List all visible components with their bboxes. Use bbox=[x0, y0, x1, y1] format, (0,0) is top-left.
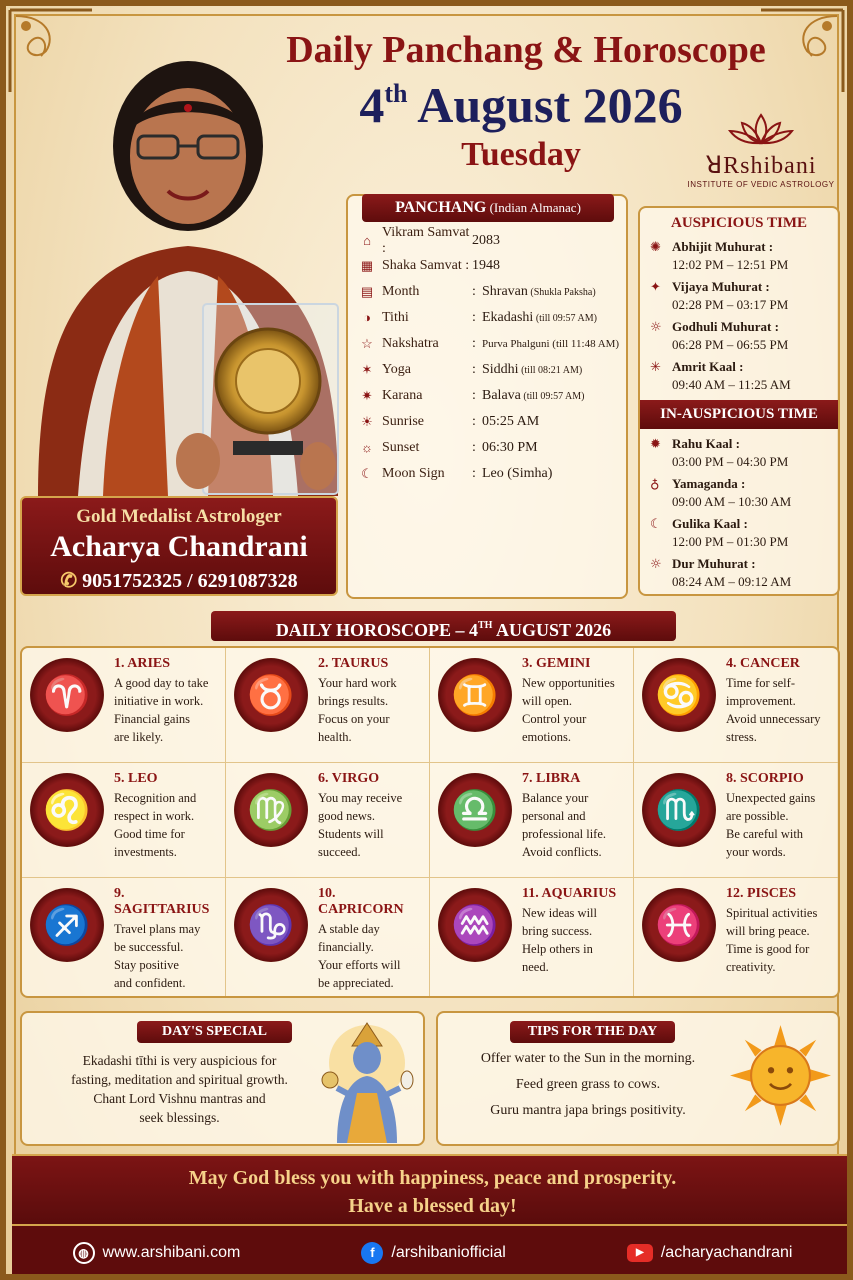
inauspicious-heading: IN-AUSPICIOUS TIME bbox=[640, 400, 838, 429]
prediction-line: New ideas will bbox=[522, 906, 597, 920]
panchang-row bbox=[358, 358, 626, 382]
globe-icon: ◍ bbox=[73, 1242, 95, 1264]
zodiac-prediction bbox=[522, 674, 615, 746]
zodiac-prediction bbox=[318, 920, 423, 992]
zodiac-text bbox=[726, 771, 815, 873]
panchang-value-note: (till 09:57 AM) bbox=[533, 313, 597, 324]
panchang-row bbox=[358, 225, 626, 256]
muhurat-name: Yamaganda : bbox=[672, 476, 746, 491]
youtube-icon: ▶ bbox=[627, 1244, 653, 1262]
zodiac-name: 9. SAGITTARIUS bbox=[114, 886, 210, 917]
prediction-line: Balance your bbox=[522, 791, 589, 805]
calendar-icon: ▤ bbox=[360, 284, 374, 299]
muhurat-time: 06:28 PM – 06:55 PM bbox=[672, 337, 789, 352]
panchang-label: Moon Sign bbox=[382, 466, 445, 481]
auspicious-item bbox=[640, 356, 838, 396]
zodiac-prediction bbox=[522, 904, 616, 976]
prediction-line: Financial gains bbox=[114, 712, 191, 726]
website-link[interactable] bbox=[73, 1242, 241, 1264]
prediction-line: Good time for bbox=[114, 827, 185, 841]
zodiac-card-gemini bbox=[430, 648, 634, 763]
panchang-row bbox=[358, 254, 626, 278]
tip-line: Offer water to the Sun in the morning. bbox=[480, 1051, 696, 1066]
blessing-line: Have a blessed day! bbox=[348, 1195, 517, 1217]
moon-icon: ☾ bbox=[361, 466, 373, 481]
special-line: Ekadashi tīthi is very auspicious for bbox=[82, 1053, 277, 1068]
auspicious-heading: AUSPICIOUS TIME bbox=[670, 215, 807, 231]
zodiac-name: 4. CANCER bbox=[726, 656, 800, 671]
muhurat-name: Dur Muhurat : bbox=[672, 556, 756, 571]
panchang-value-note: (till 11:48 AM) bbox=[549, 338, 620, 350]
sunrise-icon: ☀ bbox=[361, 414, 373, 429]
sagittarius-icon: ♐ bbox=[30, 888, 104, 962]
zodiac-card-virgo bbox=[226, 763, 430, 878]
zodiac-name: 1. ARIES bbox=[114, 656, 171, 671]
blessing-line: May God bless you with happiness, peace and prosperity. bbox=[188, 1167, 677, 1189]
panchang-value: 1948 bbox=[472, 258, 500, 273]
auspicious-item-text bbox=[672, 238, 788, 274]
zodiac-text bbox=[318, 656, 397, 758]
prediction-line: Recognition and bbox=[114, 791, 197, 805]
panchang-value bbox=[482, 388, 626, 404]
prediction-line: financially. bbox=[318, 940, 374, 954]
zodiac-name: 11. AQUARIUS bbox=[522, 886, 617, 901]
prediction-line: Avoid conflicts. bbox=[522, 845, 602, 859]
date-suffix: th bbox=[384, 79, 408, 108]
panchang-row bbox=[358, 332, 626, 356]
zodiac-card-leo bbox=[22, 763, 226, 878]
zodiac-prediction bbox=[114, 674, 208, 746]
star-icon: ✦ bbox=[650, 280, 661, 295]
panchang-label: Karana bbox=[382, 388, 423, 403]
zodiac-text bbox=[522, 656, 615, 758]
zodiac-text bbox=[318, 771, 402, 873]
colon: : bbox=[472, 466, 476, 481]
auspicious-item bbox=[640, 236, 838, 276]
horoscope-grid bbox=[20, 646, 840, 998]
moon-icon: ☾ bbox=[650, 517, 662, 532]
logo-subtitle: INSTITUTE OF VEDIC ASTROLOGY bbox=[687, 180, 835, 189]
panchang-value-note: (till 09:57 AM) bbox=[520, 391, 585, 402]
calendar-icon: ▦ bbox=[360, 258, 374, 273]
zodiac-prediction bbox=[726, 904, 817, 976]
colon: : bbox=[472, 336, 476, 351]
panchang-row bbox=[358, 462, 626, 486]
auspicious-item-text bbox=[672, 358, 791, 394]
zodiac-text bbox=[114, 886, 219, 992]
prediction-line: A good day to take bbox=[114, 676, 209, 690]
zodiac-card-aquarius bbox=[430, 878, 634, 996]
zodiac-name: 5. LEO bbox=[114, 771, 158, 786]
zodiac-card-scorpio bbox=[634, 763, 838, 878]
muhurat-name: Gulika Kaal : bbox=[672, 516, 748, 531]
virgo-icon: ♍ bbox=[234, 773, 308, 847]
prediction-line: Be careful with bbox=[726, 827, 804, 841]
prediction-line: initiative in work. bbox=[114, 694, 204, 708]
panchang-value-main: Siddhi bbox=[482, 362, 519, 377]
facebook-text: /arshibaniofficial bbox=[391, 1244, 506, 1261]
lotus-logo-icon bbox=[726, 111, 796, 147]
sunset-icon: ☼ bbox=[361, 440, 373, 455]
astrologer-portrait bbox=[18, 36, 348, 496]
prediction-line: emotions. bbox=[522, 730, 571, 744]
panchang-row bbox=[358, 280, 626, 304]
horoscope-heading bbox=[211, 611, 676, 641]
prediction-line: Travel plans may bbox=[114, 922, 201, 936]
special-line: Chant Lord Vishnu mantras and bbox=[93, 1091, 266, 1106]
zodiac-card-cancer bbox=[634, 648, 838, 763]
muhurat-name: Amrit Kaal : bbox=[672, 359, 744, 374]
auspicious-item bbox=[640, 316, 838, 356]
zodiac-text bbox=[318, 886, 423, 992]
star-icon: ☆ bbox=[361, 336, 373, 351]
panchang-value: Leo (Simha) bbox=[482, 466, 553, 481]
prediction-line: Help others in bbox=[522, 942, 593, 956]
panchang-label: Month bbox=[382, 284, 420, 299]
libra-icon: ♎ bbox=[438, 773, 512, 847]
panchang-value bbox=[482, 284, 626, 300]
zodiac-name: 3. GEMINI bbox=[522, 656, 591, 671]
zodiac-prediction bbox=[726, 789, 815, 861]
weekday: Tuesday bbox=[461, 136, 581, 173]
prediction-line: need. bbox=[522, 960, 549, 974]
muhurat-time: 03:00 PM – 04:30 PM bbox=[672, 454, 789, 469]
gemini-icon: ♊ bbox=[438, 658, 512, 732]
vishnu-illustration bbox=[312, 1018, 422, 1143]
prediction-line: be successful. bbox=[114, 940, 184, 954]
days-special-box bbox=[20, 1011, 425, 1146]
panchang-label: Tithi bbox=[382, 310, 409, 325]
inauspicious-item-text bbox=[672, 475, 791, 511]
prediction-line: Time for self- bbox=[726, 676, 795, 690]
inauspicious-item-text bbox=[672, 435, 788, 471]
panchang-row bbox=[358, 410, 626, 434]
horoscope-heading-pre: DAILY HOROSCOPE – 4 bbox=[275, 620, 479, 640]
tip-line: Feed green grass to cows. bbox=[515, 1077, 661, 1092]
panchang-value: 05:25 AM bbox=[482, 414, 540, 429]
phone-numbers: 9051752325 / 6291087328 bbox=[82, 570, 298, 592]
panchang-value bbox=[482, 338, 626, 350]
zodiac-name: 2. TAURUS bbox=[318, 656, 389, 671]
zodiac-card-pisces bbox=[634, 878, 838, 996]
yoga-icon: ✶ bbox=[361, 362, 373, 377]
prediction-line: Unexpected gains bbox=[726, 791, 816, 805]
cancer-icon: ♋ bbox=[642, 658, 716, 732]
prediction-line: Your hard work bbox=[318, 676, 397, 690]
tips-box bbox=[436, 1011, 840, 1146]
prediction-line: be appreciated. bbox=[318, 976, 394, 990]
prediction-line: New opportunities bbox=[522, 676, 615, 690]
prediction-line: will bring peace. bbox=[726, 924, 810, 938]
astrologer-phone[interactable] bbox=[22, 568, 336, 593]
panchang-value-main: Ekadashi bbox=[482, 310, 534, 325]
muhurat-time: 02:28 PM – 03:17 PM bbox=[672, 297, 789, 312]
page-title: Daily Panchang & Horoscope bbox=[286, 29, 766, 71]
muhurat-time: 09:00 AM – 10:30 AM bbox=[672, 494, 792, 509]
leo-icon: ♌ bbox=[30, 773, 104, 847]
prediction-line: your words. bbox=[726, 845, 786, 859]
auspicious-item-text bbox=[672, 318, 788, 354]
special-line: seek blessings. bbox=[139, 1110, 220, 1125]
footer bbox=[12, 1226, 853, 1280]
moon-phase-icon: ◑ bbox=[363, 310, 371, 325]
star-icon: ✳ bbox=[650, 360, 661, 375]
prediction-line: investments. bbox=[114, 845, 177, 859]
panchang-label: Nakshatra bbox=[382, 336, 439, 351]
horoscope-heading-sup: TH bbox=[478, 620, 493, 631]
inauspicious-item bbox=[640, 433, 838, 473]
prediction-line: respect in work. bbox=[114, 809, 195, 823]
zodiac-text bbox=[726, 656, 821, 758]
youtube-link[interactable] bbox=[627, 1244, 793, 1262]
colon: : bbox=[472, 310, 476, 325]
facebook-icon: f bbox=[361, 1242, 383, 1264]
zodiac-name: 12. PISCES bbox=[726, 886, 797, 901]
zodiac-card-libra bbox=[430, 763, 634, 878]
muhurat-time: 09:40 AM – 11:25 AM bbox=[672, 377, 791, 392]
tips-heading: TIPS FOR THE DAY bbox=[510, 1021, 675, 1043]
zodiac-prediction bbox=[726, 674, 821, 746]
panchang-value-note: (till 08:21 AM) bbox=[518, 365, 583, 376]
inauspicious-item bbox=[640, 553, 838, 593]
capricorn-icon: ♑ bbox=[234, 888, 308, 962]
panchang-heading-main: PANCHANG bbox=[395, 199, 487, 216]
zodiac-prediction bbox=[522, 789, 606, 861]
prediction-line: stress. bbox=[726, 730, 757, 744]
prediction-line: Avoid unnecessary bbox=[726, 712, 821, 726]
colon: : bbox=[472, 284, 476, 299]
zodiac-text bbox=[114, 656, 208, 758]
sun-icon: ✺ bbox=[650, 240, 661, 255]
muhurat-time: 12:00 PM – 01:30 PM bbox=[672, 534, 789, 549]
muhurat-name: Vijaya Muhurat : bbox=[672, 279, 770, 294]
date-month-year: August 2026 bbox=[407, 77, 683, 133]
auspicious-item-text bbox=[672, 278, 788, 314]
prediction-line: bring success. bbox=[522, 924, 593, 938]
date-day: 4 bbox=[359, 77, 385, 133]
zodiac-card-sagittarius bbox=[22, 878, 226, 996]
aries-icon: ♈ bbox=[30, 658, 104, 732]
horoscope-heading-post: AUGUST 2026 bbox=[492, 620, 612, 640]
prediction-line: Stay positive bbox=[114, 958, 179, 972]
days-special-text bbox=[42, 1051, 317, 1127]
prediction-line: health. bbox=[318, 730, 352, 744]
zodiac-prediction bbox=[114, 789, 196, 861]
astrologer-name: Acharya Chandrani bbox=[50, 530, 308, 563]
astrologer-title: Gold Medalist Astrologer bbox=[76, 506, 282, 527]
panchang-panel bbox=[346, 194, 628, 599]
panchang-row bbox=[358, 306, 626, 330]
panchang-value: 2083 bbox=[472, 233, 500, 248]
colon: : bbox=[472, 362, 476, 377]
pisces-icon: ♓ bbox=[642, 888, 716, 962]
prediction-line: professional life. bbox=[522, 827, 607, 841]
blessing-banner bbox=[12, 1154, 853, 1226]
prediction-line: are likely. bbox=[114, 730, 164, 744]
panchang-row bbox=[358, 436, 626, 460]
panchang-label: Vikram Samvat : bbox=[382, 225, 470, 256]
logo bbox=[686, 111, 836, 189]
zodiac-name: 8. SCORPIO bbox=[726, 771, 804, 786]
panchang-value bbox=[482, 310, 626, 326]
muhurat-panel bbox=[638, 206, 840, 596]
special-line: fasting, meditation and spiritual growth. bbox=[71, 1072, 288, 1087]
zodiac-prediction bbox=[318, 674, 397, 746]
prediction-line: Students will bbox=[318, 827, 384, 841]
zodiac-name: 6. VIRGO bbox=[318, 771, 380, 786]
days-special-heading: DAY'S SPECIAL bbox=[137, 1021, 292, 1043]
sun-icon: ☼ bbox=[650, 320, 662, 335]
sun-icon: ☼ bbox=[650, 557, 662, 572]
prediction-line: personal and bbox=[522, 809, 586, 823]
date-heading bbox=[306, 76, 736, 134]
temple-icon: ⌂ bbox=[363, 233, 371, 248]
prediction-line: Control your bbox=[522, 712, 587, 726]
muhurat-name: Rahu Kaal : bbox=[672, 436, 740, 451]
inauspicious-item-text bbox=[672, 515, 788, 551]
prediction-line: Your efforts will bbox=[318, 958, 401, 972]
panchang-value bbox=[482, 362, 626, 378]
muhurat-time: 08:24 AM – 09:12 AM bbox=[672, 574, 792, 589]
inauspicious-item bbox=[640, 513, 838, 553]
zodiac-name: 7. LIBRA bbox=[522, 771, 581, 786]
aquarius-icon: ♒ bbox=[438, 888, 512, 962]
panchang-label: Sunrise bbox=[382, 414, 424, 429]
muhurat-name: Godhuli Muhurat : bbox=[672, 319, 779, 334]
panchang-label: Shaka Samvat : bbox=[382, 258, 470, 273]
zodiac-text bbox=[114, 771, 196, 873]
panchang-value-main: Shravan bbox=[482, 284, 528, 299]
prediction-line: Spiritual activities bbox=[726, 906, 818, 920]
prediction-line: will open. bbox=[522, 694, 572, 708]
panchang-row bbox=[358, 384, 626, 408]
colon: : bbox=[472, 388, 476, 403]
tip-line: Guru mantra japa brings positivity. bbox=[490, 1103, 686, 1118]
zodiac-prediction bbox=[318, 789, 402, 861]
prediction-line: A stable day bbox=[318, 922, 380, 936]
prediction-line: good news. bbox=[318, 809, 375, 823]
yamaganda-icon: ♁ bbox=[650, 477, 660, 492]
panchang-heading-sub: (Indian Almanac) bbox=[486, 200, 581, 215]
zodiac-card-aries bbox=[22, 648, 226, 763]
facebook-link[interactable] bbox=[361, 1242, 505, 1264]
panchang-heading bbox=[362, 194, 614, 222]
astrologer-card bbox=[20, 496, 338, 596]
prediction-line: are possible. bbox=[726, 809, 789, 823]
prediction-line: brings results. bbox=[318, 694, 389, 708]
colon: : bbox=[472, 440, 476, 455]
zodiac-text bbox=[522, 771, 606, 873]
zodiac-text bbox=[726, 886, 817, 992]
inauspicious-item-text bbox=[672, 555, 791, 591]
panchang-value-main: Purva Phalguni bbox=[482, 338, 550, 350]
prediction-line: improvement. bbox=[726, 694, 796, 708]
youtube-text: /acharyachandrani bbox=[660, 1244, 793, 1261]
zodiac-name: 10. CAPRICORN bbox=[318, 886, 404, 917]
logo-name: ꓤRshibani bbox=[705, 153, 817, 179]
prediction-line: creativity. bbox=[726, 960, 776, 974]
zodiac-card-capricorn bbox=[226, 878, 430, 996]
panchang-value-note: (Shukla Paksha) bbox=[527, 287, 596, 298]
taurus-icon: ♉ bbox=[234, 658, 308, 732]
website-text: www.arshibani.com bbox=[102, 1244, 241, 1261]
scorpio-icon: ♏ bbox=[642, 773, 716, 847]
zodiac-prediction bbox=[114, 920, 219, 992]
prediction-line: succeed. bbox=[318, 845, 361, 859]
karana-icon: ✷ bbox=[361, 388, 373, 403]
panchang-label: Sunset bbox=[382, 440, 420, 455]
phone-icon: ✆ bbox=[60, 570, 78, 592]
sun-illustration bbox=[728, 1023, 833, 1128]
zodiac-text bbox=[522, 886, 616, 992]
prediction-line: Focus on your bbox=[318, 712, 390, 726]
muhurat-time: 12:02 PM – 12:51 PM bbox=[672, 257, 789, 272]
muhurat-name: Abhijit Muhurat : bbox=[672, 239, 774, 254]
inauspicious-item bbox=[640, 473, 838, 513]
colon: : bbox=[472, 414, 476, 429]
prediction-line: and confident. bbox=[114, 976, 186, 990]
rahu-icon: ✹ bbox=[650, 437, 661, 452]
prediction-line: Time is good for bbox=[726, 942, 810, 956]
panchang-label: Yoga bbox=[382, 362, 411, 377]
panchang-value-main: Balava bbox=[482, 388, 521, 403]
auspicious-item bbox=[640, 276, 838, 316]
zodiac-card-taurus bbox=[226, 648, 430, 763]
panchang-value: 06:30 PM bbox=[482, 440, 538, 455]
prediction-line: You may receive bbox=[318, 791, 403, 805]
